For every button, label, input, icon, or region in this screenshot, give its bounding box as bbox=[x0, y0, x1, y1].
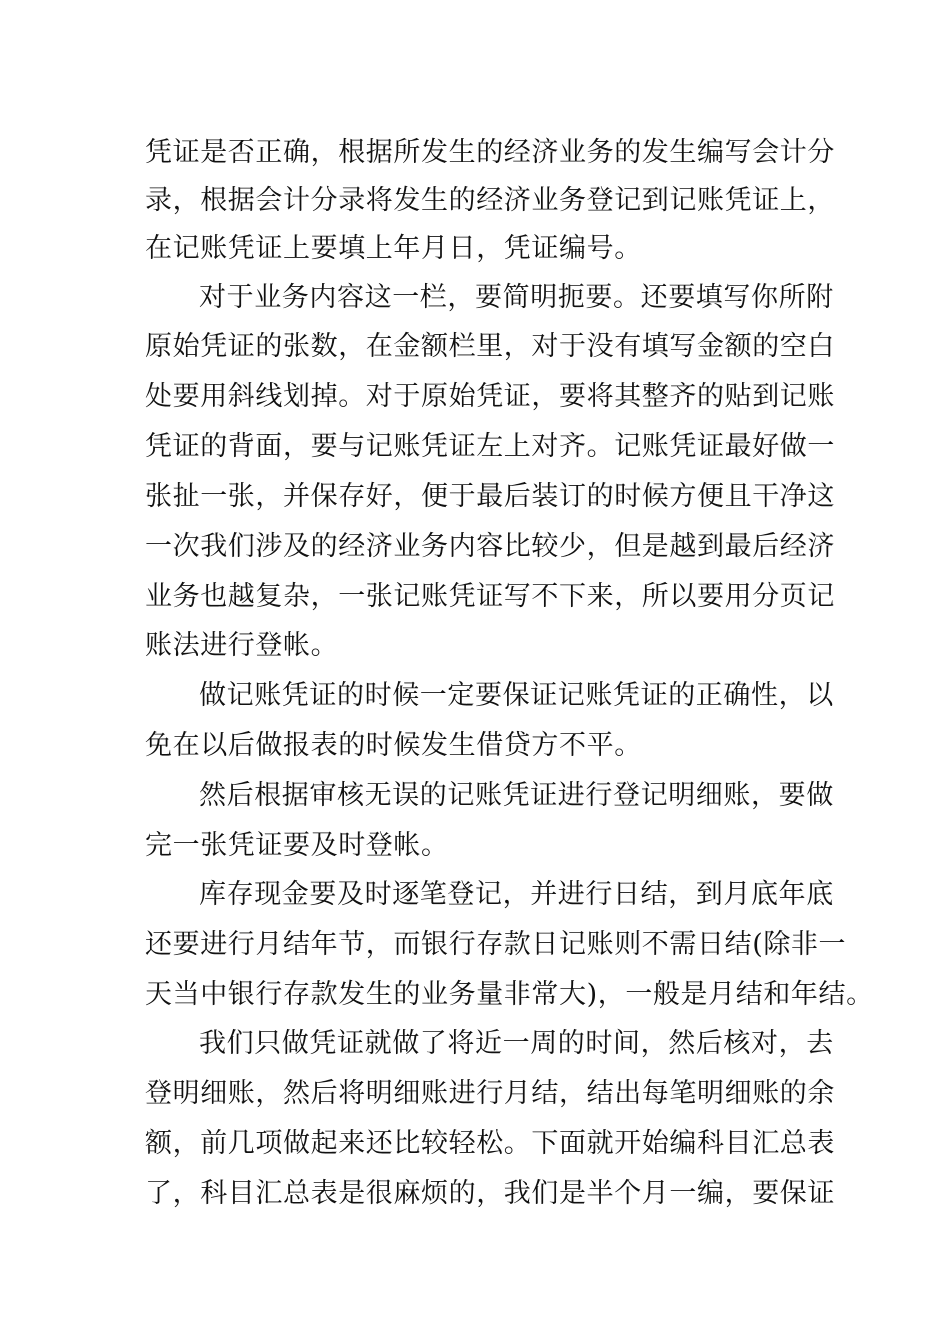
text-line: 免在以后做报表的时候发生借贷方不平。 bbox=[145, 730, 642, 761]
text-line: 然后根据审核无误的记账凭证进行登记明细账，要做 bbox=[199, 780, 834, 811]
text-line: 原始凭证的张数，在金额栏里，对于没有填写金额的空白 bbox=[145, 331, 835, 362]
text-line: 库存现金要及时逐笔登记，并进行日结，到月底年底 bbox=[199, 879, 834, 910]
text-line: 对于业务内容这一栏，要简明扼要。还要填写你所附 bbox=[199, 282, 834, 313]
text-line: 天当中银行存款发生的业务量非常大)，一般是月结和年结。 bbox=[145, 979, 874, 1010]
text-line: 登明细账，然后将明细账进行月结，结出每笔明细账的余 bbox=[145, 1078, 835, 1109]
text-line: 了，科目汇总表是很麻烦的，我们是半个月一编，要保证 bbox=[145, 1178, 835, 1209]
text-line: 业务也越复杂，一张记账凭证写不下来，所以要用分页记 bbox=[145, 581, 835, 612]
text-line: 在记账凭证上要填上年月日，凭证编号。 bbox=[145, 233, 642, 264]
text-line: 我们只做凭证就做了将近一周的时间，然后核对，去 bbox=[199, 1028, 834, 1059]
text-line: 额，前几项做起来还比较轻松。下面就开始编科目汇总表 bbox=[145, 1128, 835, 1159]
text-line: 张扯一张，并保存好，便于最后装订的时候方便且干净这 bbox=[145, 481, 835, 512]
text-line: 录，根据会计分录将发生的经济业务登记到记账凭证上， bbox=[145, 185, 835, 216]
text-line: 做记账凭证的时候一定要保证记账凭证的正确性，以 bbox=[199, 680, 834, 711]
text-line: 处要用斜线划掉。对于原始凭证，要将其整齐的贴到记账 bbox=[145, 381, 835, 412]
text-line: 凭证是否正确，根据所发生的经济业务的发生编写会计分 bbox=[145, 137, 835, 168]
text-line: 还要进行月结年节，而银行存款日记账则不需日结(除非一 bbox=[145, 929, 847, 960]
text-line: 账法进行登帐。 bbox=[145, 630, 339, 661]
text-line: 一次我们涉及的经济业务内容比较少，但是越到最后经济 bbox=[145, 531, 835, 562]
text-line: 完一张凭证要及时登帐。 bbox=[145, 830, 449, 861]
text-line: 凭证的背面，要与记账凭证左上对齐。记账凭证最好做一 bbox=[145, 431, 835, 462]
